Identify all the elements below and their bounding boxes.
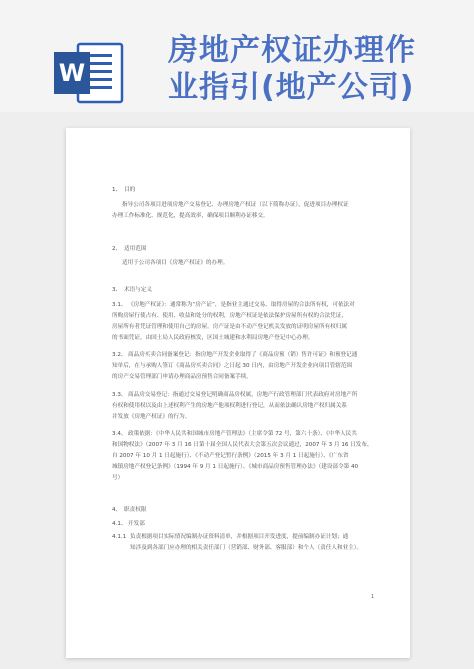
body-line: 办理工作标准化、规范化，提高效率，确保项目顺利办证移交。 <box>112 213 269 219</box>
body-line: 自 2007 年 10 月 1 日起施行）、《不动产登记暂行条例》（2015 年 3 月 1 日起施行）、《广东省 <box>112 453 349 459</box>
section-heading: 术语与定义 <box>124 287 152 293</box>
body-line: 商品房交易登记：指通过交易登记明确商品房权属，房地产行政管理部门代表政府对房地产所 <box>128 392 358 398</box>
page-number: 1 <box>371 594 375 600</box>
clause-number: 3.1、 <box>112 302 127 308</box>
title-line-1: 房地产权证办理作 <box>168 33 416 68</box>
body-line: 城镇房地产权登记条例》（1994 年 9 月 1 日起施行）、《城市商品房预售管理办法》（建设部令第 40 <box>112 464 359 470</box>
title-line-2: 业指引(地产公司) <box>168 70 415 105</box>
svg-text:W: W <box>58 59 86 87</box>
page-title <box>168 32 468 106</box>
body-line: 房屋所有者凭证管理和使用自己的房屋。房产证是由不动产登记机关发放的证明房屋所有权归属 <box>112 324 347 330</box>
clause-number: 3.3、 <box>112 392 127 398</box>
section-heading: 适用范围 <box>124 246 147 252</box>
section-number: 3、 <box>112 287 122 293</box>
clause-number: 3.4、 <box>112 431 127 437</box>
clause-number: 4.1、 <box>112 521 127 527</box>
section-number: 4、 <box>112 507 122 513</box>
body-line: 号） <box>112 475 124 481</box>
body-line: 知单后，在与承购人签订《商品房买卖合同》之日起 30 日内，由房地产开发企业向项目管辖范围 <box>112 363 353 369</box>
body-line: 指导公司各项目进项房地产交易登记、办理房地产权证（以下简称办证），促进项目办理权证 <box>122 202 349 208</box>
body-line: 《房地产权证》：通常称为“房产证”，是指业主通过交易、取得房屋的合法所有权，可依法对 <box>128 302 355 308</box>
word-document-icon <box>52 40 124 106</box>
body-line: 负责根据项目实际情况编制办证资料清单，并根据项目开发进度，提前编制办证计划；通 <box>130 534 349 540</box>
body-line: 有权和使用权以及由上述权利产生的房地产他项权利进行登记，从而依法确认房地产权归属关系 <box>112 403 347 409</box>
document-page <box>66 128 410 658</box>
section-number: 2、 <box>112 246 122 252</box>
body-line: 并发放《房地产权证》的行为。 <box>112 414 191 420</box>
section-number: 1、 <box>112 187 122 193</box>
header <box>0 0 474 112</box>
body-line: 和国物权法》（2007 年 3 月 16 日第十届全国人民代表大会第五次会议通过，2007 年 3 月 16 日发布， <box>112 442 373 448</box>
body-line: 的书面凭证，由国土局人民政府核发，区国土城建和水利局房地产登记中心办理。 <box>112 335 314 341</box>
clause-heading: 开发部 <box>128 521 145 527</box>
clause-number: 3.2、 <box>112 352 127 358</box>
section-heading: 职责权限 <box>124 507 147 513</box>
body-line: 所购房屋行使占有、使用、收益和处分的权利，房地产权证是依法保护房屋所有权的合法凭证， <box>112 313 347 319</box>
body-line: 商品房买卖合同备案登记：指房地产开发企业取得了《商品房预（销）售许可证》和预登记通 <box>128 352 358 358</box>
body-line: 知涉及到各部门应办理的相关责任部门（营销部、财务部、客服部）和个人（责任人和业主）。 <box>130 545 363 551</box>
clause-number: 4.1.1 <box>112 534 127 540</box>
body-line: 政策依据：《中华人民共和国城市房地产管理法》（主席令第 72 号，第六十条）、《中华人民共 <box>128 431 357 437</box>
section-heading: 目的 <box>124 187 136 193</box>
body-line: 适用于公司各项目《房地产权证》的办理。 <box>122 260 229 266</box>
body-line: 的房产交易管理部门申请办理商品房预售合同备案手续。 <box>112 374 252 380</box>
